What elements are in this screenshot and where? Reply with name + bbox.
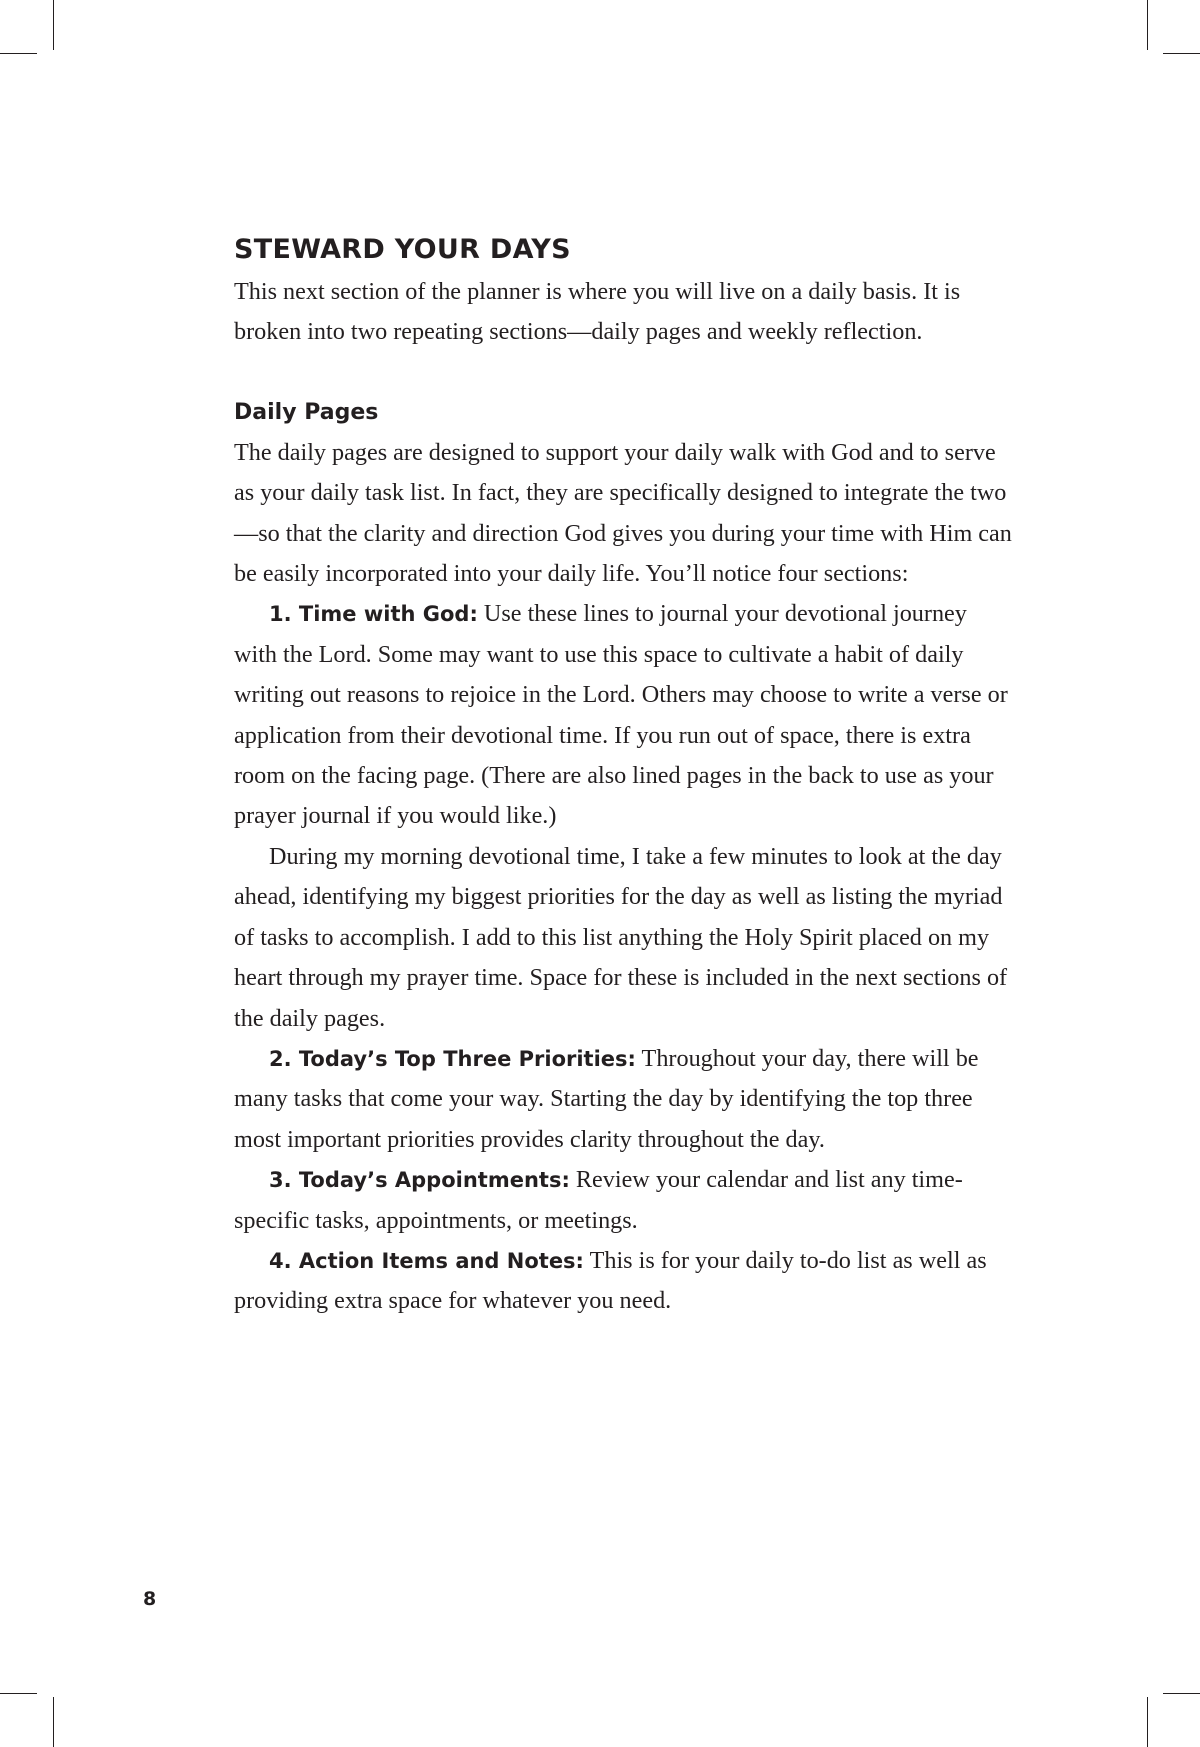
list-item-time-with-god: [234, 594, 1014, 836]
list-item-text: Throughout your day, there will be many tasks that come your way. Starting the day by identifying the top three most important priorities provides clarity throughout the day.: [234, 1044, 979, 1153]
page-content: [234, 228, 1014, 1322]
crop-mark-top-right-vertical: [1147, 0, 1148, 50]
crop-mark-bottom-right-horizontal: [1163, 1693, 1200, 1694]
crop-mark-top-left-horizontal: [0, 53, 37, 54]
crop-mark-top-left-vertical: [53, 0, 54, 50]
crop-mark-bottom-left-horizontal: [0, 1693, 37, 1694]
list-item-text: Review your calendar and list any time-specific tasks, appointments, or meetings.: [234, 1166, 963, 1234]
list-item-appointments: [234, 1160, 1014, 1241]
crop-mark-top-right-horizontal: [1163, 53, 1200, 54]
list-item-lead: 2. Today’s Top Three Priorities:: [269, 1046, 636, 1071]
subheading-daily-pages: Daily Pages: [234, 399, 379, 425]
daily-pages-intro: The daily pages are designed to support your daily walk with God and to serve as your daily task list. In fact, they are specifically designed to integrate the two—so that the clarity and direction God gives you during your time with Him can be easily incorporated into your daily life. You’ll notice four sections:: [234, 438, 1012, 588]
intro-paragraph: This next section of the planner is where you will live on a daily basis. It is broken into two repeating sections—daily pages and weekly reflection.: [234, 278, 961, 346]
list-item-top-three-priorities: [234, 1039, 1014, 1160]
section-heading: STEWARD YOUR DAYS: [234, 234, 571, 265]
list-item-lead: 1. Time with God:: [269, 602, 478, 627]
list-item-lead: 4. Action Items and Notes:: [269, 1248, 584, 1273]
paragraph-spacer: [234, 353, 1014, 393]
devotional-paragraph: During my morning devotional time, I take a few minutes to look at the day ahead, identifying my biggest priorities for the day as well as listing the myriad of tasks to accomplish. I add to this list anything the Holy Spirit placed on my heart through my prayer time. Space for these is included in the next sections of the daily pages.: [234, 842, 1008, 1032]
list-item-action-items: [234, 1241, 1014, 1322]
crop-mark-bottom-right-vertical: [1147, 1697, 1148, 1747]
list-item-lead: 3. Today’s Appointments:: [269, 1168, 570, 1193]
crop-mark-bottom-left-vertical: [53, 1697, 54, 1747]
list-item-text: This is for your daily to-do list as well as providing extra space for whatever you need.: [234, 1246, 987, 1315]
page-number: 8: [143, 1588, 157, 1610]
list-item-text: Use these lines to journal your devotional journey with the Lord. Some may want to use this space to cultivate a habit of daily writing out reasons to rejoice in the Lord. Others may choose to write a verse or application from their devotional time. If you run out of space, there is extra room on the facing page. (There are also lined pages in the back to use as your prayer journal if you would like.): [234, 600, 1008, 830]
